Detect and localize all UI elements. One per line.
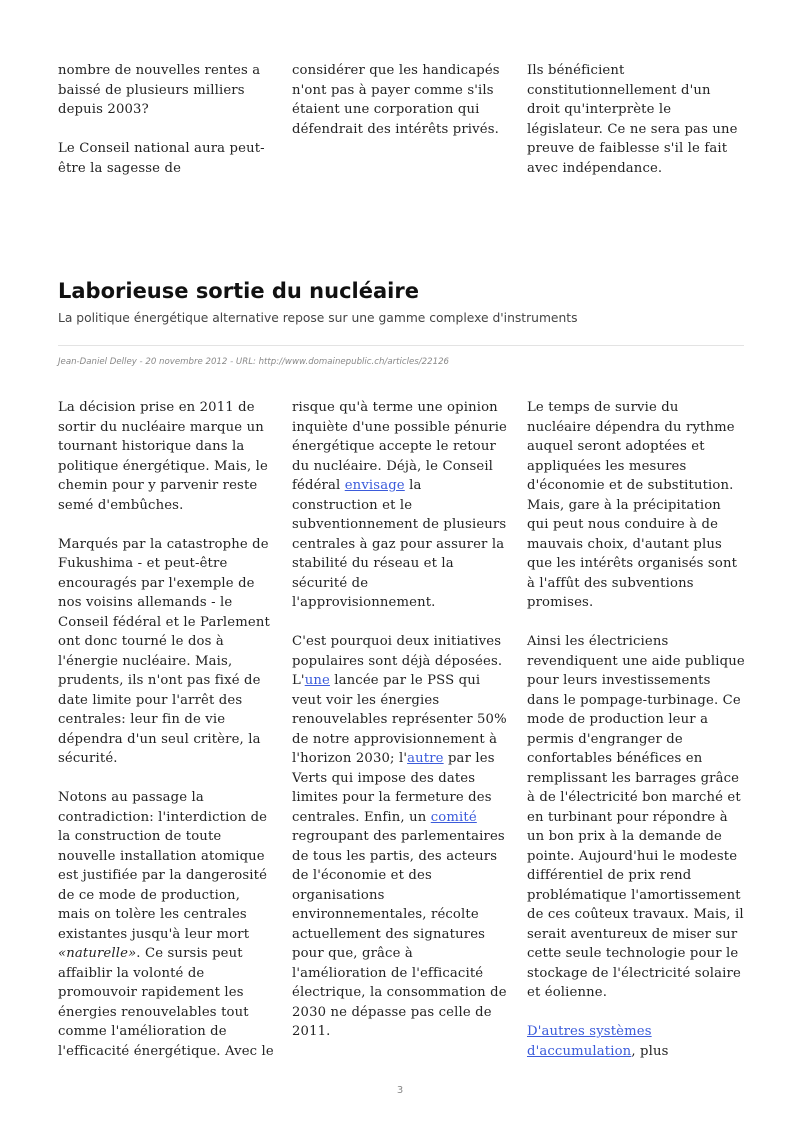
text-run: . Ce sursis peut affaiblir la volonté de promouvoir rapidement les énergies renouvelables tout comme l'amélioration de l'efficacité énergétique. Avec le bbox=[58, 946, 274, 1059]
article-column-2 bbox=[292, 398, 510, 1042]
quoted-term: «naturelle» bbox=[58, 946, 137, 961]
text-run: lancée par le PSS qui veut voir les énergies renouvelables représenter 50% de notre approvisionnement à l'horizon 2030; l' bbox=[292, 673, 507, 766]
text-run: la construction et le subventionnement de plusieurs centrales à gaz pour assurer la stabilité du réseau et la sécurité de l'approvisionnement. bbox=[292, 478, 507, 610]
link-une[interactable]: une bbox=[304, 673, 330, 688]
link-comite[interactable]: comité bbox=[430, 809, 477, 825]
paragraph: Le Conseil national aura peut-être la sagesse de bbox=[58, 141, 265, 176]
text-run: C'est pourquoi deux initiatives populaires sont déjà déposées. L' bbox=[292, 634, 503, 688]
article-meta: Jean-Daniel Delley - 20 novembre 2012 - URL: http://www.domainepublic.ch/articles/22126 bbox=[58, 357, 449, 367]
article-column-1 bbox=[58, 398, 276, 1061]
text-run: regroupant des parlementaires de tous les partis, des acteurs de l'économie et des organisations environnementales, récolte actuellement des signatures pour que, grâce à l'amélioration de l'efficacité électrique, la consommation de 2030 ne dépasse pas celle de 2011. bbox=[292, 829, 507, 1039]
paragraph bbox=[58, 788, 276, 1061]
text-run: risque qu'à terme une opinion inquiète d'une possible pénurie énergétique accepte le retour du nucléaire. Déjà, le Conseil fédéral bbox=[292, 400, 508, 493]
page-number: 3 bbox=[396, 1085, 404, 1096]
article-column-3 bbox=[527, 398, 745, 1061]
paragraph: Le temps de survie du nucléaire dépendra du rythme auquel seront adoptées et appliquées les mesures d'économie et de substitution. Mais, gare à la précipitation qui peut nous conduire à de mauvais choix, d'autant plus que les intérêts organisés sont à l'affût des subventions promises. bbox=[527, 400, 738, 610]
paragraph bbox=[292, 632, 510, 1042]
link-autre[interactable]: autre bbox=[407, 751, 444, 766]
paragraph: Ainsi les électriciens revendiquent une aide publique pour leurs investissements dans le pompage-turbinage. Ce mode de production leur a permis d'engranger de confortables bénéfices en remplissant les barrages grâce à de l'électricité bon marché et en turbinant pour répondre à un bon prix à la demande de pointe. Aujourd'hui le modeste différentiel de prix rend problématique l'amortissement de ces coûteux travaux. Mais, il serait aventureux de miser sur cette seule technologie pour le stockage de l'électricité solaire et éolienne. bbox=[527, 634, 745, 1000]
text-run: par les Verts qui impose des dates limites pour la fermeture des centrales. Enfin, un bbox=[292, 751, 495, 825]
paragraph bbox=[292, 398, 510, 613]
text-run: , plus bbox=[631, 1043, 669, 1059]
text-run: Notons au passage la contradiction: l'interdiction de la construction de toute nouvelle installation atomique est justifiée par la dangerosité de ce mode de production, mais on tolère les centrales existantes jusqu'à leur mort bbox=[58, 790, 268, 942]
paragraph bbox=[527, 1022, 745, 1061]
divider bbox=[58, 345, 744, 346]
link-envisage[interactable]: envisage bbox=[344, 478, 405, 493]
top-column-1 bbox=[58, 61, 276, 178]
paragraph: La décision prise en 2011 de sortir du nucléaire marque un tournant historique dans la politique énergétique. Mais, le chemin pour y parvenir reste semé d'embûches. bbox=[58, 400, 268, 513]
article-title: Laborieuse sortie du nucléaire bbox=[58, 279, 419, 303]
paragraph: nombre de nouvelles rentes a baissé de plusieurs milliers depuis 2003? bbox=[58, 63, 261, 117]
top-column-3 bbox=[527, 61, 745, 178]
link-autres-systemes[interactable]: D'autres systèmes d'accumulation bbox=[527, 1024, 652, 1059]
paragraph: Marqués par la catastrophe de Fukushima - et peut-être encouragés par l'exemple de nos voisins allemands - le Conseil fédéral et le Parlement ont donc tourné le dos à l'énergie nucléaire. Mais, prudents, ils n'ont pas fixé de date limite pour l'arrêt des centrales: leur fin de vie dépendra d'un seul critère, la sécurité. bbox=[58, 536, 270, 766]
article-subtitle: La politique énergétique alternative repose sur une gamme complexe d'instruments bbox=[58, 311, 578, 325]
top-column-2 bbox=[292, 61, 510, 139]
paragraph: considérer que les handicapés n'ont pas à payer comme s'ils étaient une corporation qui défendrait des intérêts privés. bbox=[292, 63, 500, 137]
paragraph: Ils bénéficient constitutionnellement d'un droit qu'interprète le législateur. Ce ne sera pas une preuve de faiblesse s'il le fait avec indépendance. bbox=[527, 63, 738, 176]
